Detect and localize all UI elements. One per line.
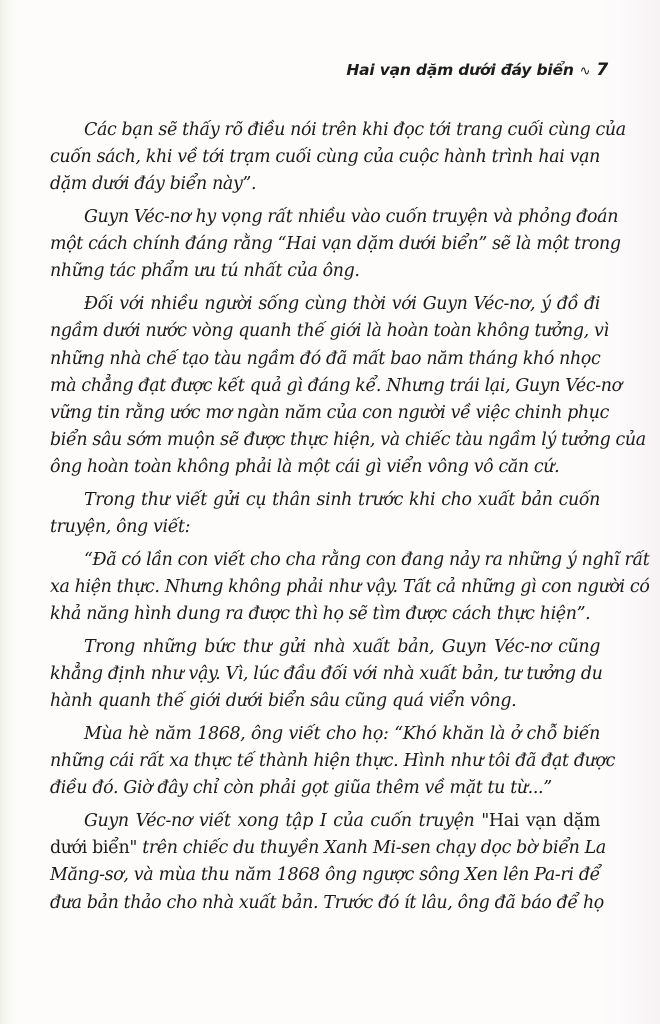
text-line: Trong những bức thư gửi nhà xuất bản, Guyn Véc-nơ cũng <box>84 636 600 657</box>
paragraph <box>50 634 603 716</box>
text-line: những cái rất xa thực tế thành hiện thực. Hình như tôi đã đạt được <box>50 751 615 772</box>
text-line: Măng-sơ, và mùa thu năm 1868 ông ngược sông Xen lên Pa-ri để <box>50 865 600 886</box>
text-line: khẳng định như vậy. Vì, lúc đầu đối với nhà xuất bản, tư tưởng du <box>50 664 603 685</box>
text-line: biển sâu sớm muộn sẽ được thực hiện, và chiếc tàu ngầm lý tưởng của <box>50 430 646 451</box>
book-title: Hai vạn dặm dưới đáy biển <box>346 61 574 79</box>
text-line: cuốn sách, khi về tới trạm cuối cùng của cuộc hành trình hai vạn <box>50 147 600 168</box>
text-line: đưa bản thảo cho nhà xuất bản. Trước đó ít lâu, ông đã báo để họ <box>50 892 604 913</box>
paragraph <box>50 204 621 286</box>
text-line: Các bạn sẽ thấy rõ điều nói trên khi đọc tới trang cuối cùng của <box>84 120 626 140</box>
paragraph <box>50 808 606 917</box>
ornament-icon: ∿ <box>579 64 591 79</box>
quotation-paragraph <box>50 547 650 629</box>
text-line: truyện, ông viết: <box>50 517 191 538</box>
text-line: Trong thư viết gửi cụ thân sinh trước khi cho xuất bản cuốn <box>84 489 600 510</box>
paragraph <box>50 721 615 803</box>
text-line: mà chẳng đạt được kết quả gì đáng kể. Nhưng trái lại, Guyn Véc-nơ <box>50 375 622 396</box>
text-line: dặm dưới đáy biển này”. <box>50 174 257 195</box>
text-fragment: Guyn Véc-nơ viết xong tập I của cuốn truyện <box>84 811 475 831</box>
text-line: Đối với nhiều người sống cùng thời với Guyn Véc-nơ, ý đồ đi <box>84 294 600 315</box>
text-line: một cách chính đáng rằng “Hai vạn dặm dưới biển” sẽ là một trong <box>50 234 621 255</box>
text-line <box>50 835 606 862</box>
paragraph <box>50 487 600 541</box>
book-title-fragment: dưới biển" <box>50 838 137 859</box>
text-line: Guyn Véc-nơ hy vọng rất nhiều vào cuốn truyện và phỏng đoán <box>84 207 619 228</box>
text-line: xa hiện thực. Nhưng không phải như vậy. Tất cả những gì con người có <box>50 577 650 597</box>
paragraph <box>50 117 626 199</box>
running-head <box>346 60 608 80</box>
text-line: khả năng hình dung ra được thì họ sẽ tìm được cách thực hiện”. <box>50 604 591 625</box>
book-title-fragment: "Hai vạn dặm <box>481 811 600 831</box>
text-fragment: trên chiếc du thuyền Xanh Mi-sen chạy dọc bờ biển La <box>142 838 606 859</box>
text-line <box>50 808 600 835</box>
text-line: Mùa hè năm 1868, ông viết cho họ: “Khó khăn là ở chỗ biến <box>84 723 600 744</box>
text-line: những tác phẩm ưu tú nhất của ông. <box>50 261 360 282</box>
paragraph <box>50 291 646 481</box>
text-line: những nhà chế tạo tàu ngầm đó đã mất bao năm tháng khó nhọc <box>50 348 601 369</box>
text-line: hành quanh thế giới dưới biển sâu cũng quá viển vông. <box>50 691 517 712</box>
body-text <box>50 117 650 922</box>
text-line: điều đó. Giờ đây chỉ còn phải gọt giũa thêm về mặt tu từ...” <box>50 778 552 799</box>
text-line: ngầm dưới nước vòng quanh thế giới là hoàn toàn không tưởng, vì <box>50 321 609 342</box>
text-line: vững tin rằng ước mơ ngàn năm của con người về việc chinh phục <box>50 402 610 423</box>
page-number: 7 <box>596 60 608 80</box>
text-line: “Đã có lần con viết cho cha rằng con đang nảy ra những ý nghĩ rất <box>84 549 650 570</box>
text-line: ông hoàn toàn không phải là một cái gì viển vông vô căn cứ. <box>50 457 560 478</box>
